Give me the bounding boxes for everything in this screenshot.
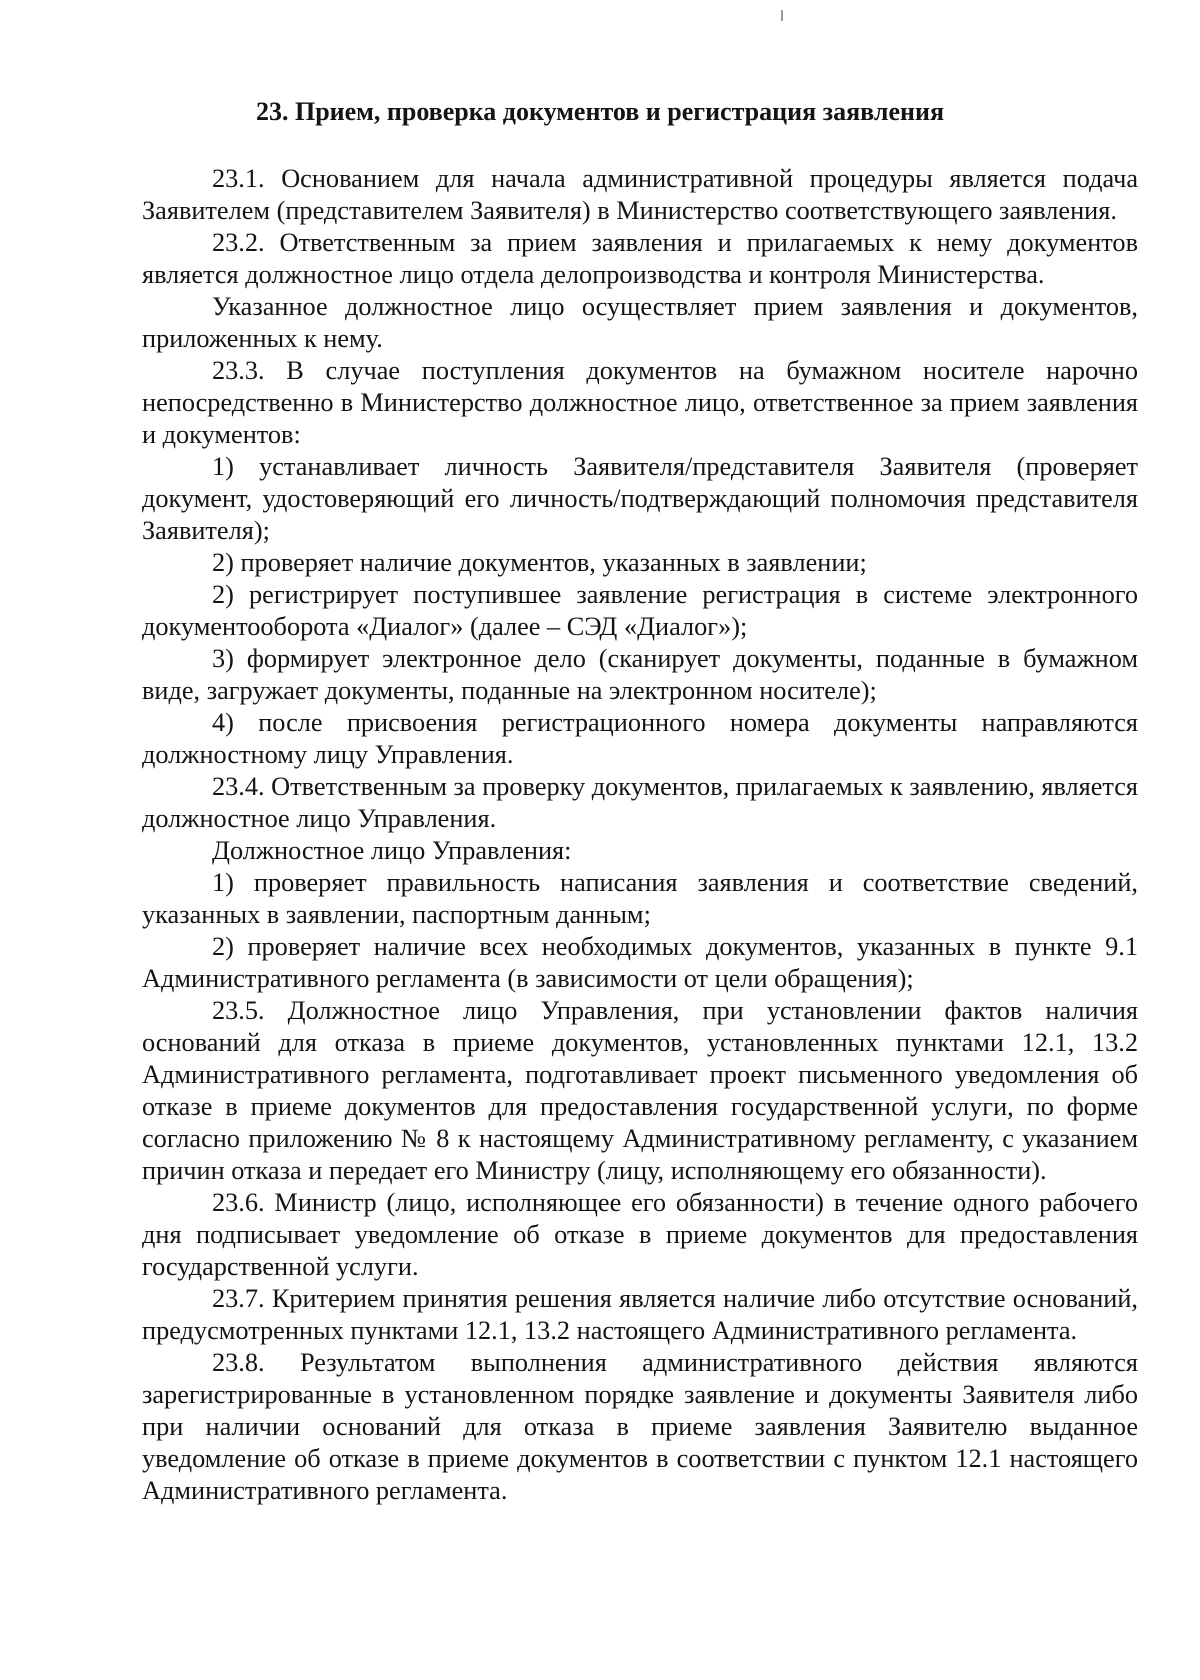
section-title: 23. Прием, проверка документов и регистрация заявления [255,97,945,126]
paragraph-23-3: 23.3. В случае поступления документов на бумажном носителе нарочно непосредственно в Министерство должностное лицо, ответственное за прием заявления и документов: [142,356,1138,449]
list-item-electronic-case: 3) формирует электронное дело (сканирует документы, поданные в бумажном виде, загружает документы, поданные на электронном носителе); [142,644,1138,705]
scan-mark [781,10,783,21]
paragraph-official-duties: Должностное лицо Управления: [212,836,572,865]
paragraph-23-5: 23.5. Должностное лицо Управления, при установлении фактов наличия оснований для отказа в приеме документов, установленных пунктами 12.1, 13.2 Административного регламента, подготавливает проект письменного уведомления об отказе в приеме документов для предоставления государственной услуги, по форме согласно приложению № 8 к настоящему Административному регламенту, с указанием причин отказа и передает его Министру (лицу, исполняющему его обязанности). [142,996,1138,1185]
paragraph-23-4: 23.4. Ответственным за проверку документов, прилагаемых к заявлению, является должностное лицо Управления. [142,772,1138,833]
document-body [142,163,1138,1507]
list-item-identify-applicant: 1) устанавливает личность Заявителя/представителя Заявителя (проверяет документ, удостоверяющий его личность/подтверждающий полномочия представителя Заявителя); [142,452,1138,545]
list-item-register-application: 2) регистрирует поступившее заявление регистрация в системе электронного документооборота «Диалог» (далее – СЭД «Диалог»); [142,580,1138,641]
paragraph-23-1: 23.1. Основанием для начала административной процедуры является подача Заявителем (представителем Заявителя) в Министерство соответствующего заявления. [142,164,1138,225]
list-item-verify-required-documents: 2) проверяет наличие всех необходимых документов, указанных в пункте 9.1 Административного регламента (в зависимости от цели обращения); [142,932,1138,993]
paragraph-23-6: 23.6. Министр (лицо, исполняющее его обязанности) в течение одного рабочего дня подписывает уведомление об отказе в приеме документов для предоставления государственной услуги. [142,1188,1138,1281]
paragraph-23-2-continued: Указанное должностное лицо осуществляет прием заявления и документов, приложенных к нему. [142,292,1138,353]
list-item-forward-documents: 4) после присвоения регистрационного номера документы направляются должностному лицу Управления. [142,708,1138,769]
paragraph-23-7: 23.7. Критерием принятия решения является наличие либо отсутствие оснований, предусмотренных пунктами 12.1, 13.2 настоящего Административного регламента. [142,1284,1138,1345]
list-item-check-documents: 2) проверяет наличие документов, указанных в заявлении; [212,548,867,577]
paragraph-23-2: 23.2. Ответственным за прием заявления и прилагаемых к нему документов является должностное лицо отдела делопроизводства и контроля Министерства. [142,228,1138,289]
list-item-verify-application: 1) проверяет правильность написания заявления и соответствие сведений, указанных в заявлении, паспортным данным; [142,868,1138,929]
paragraph-23-8: 23.8. Результатом выполнения административного действия являются зарегистрированные в установленном порядке заявление и документы Заявителя либо при наличии оснований для отказа в приеме заявления Заявителю выданное уведомление об отказе в приеме документов в соответствии с пунктом 12.1 настоящего Административного регламента. [142,1348,1138,1505]
